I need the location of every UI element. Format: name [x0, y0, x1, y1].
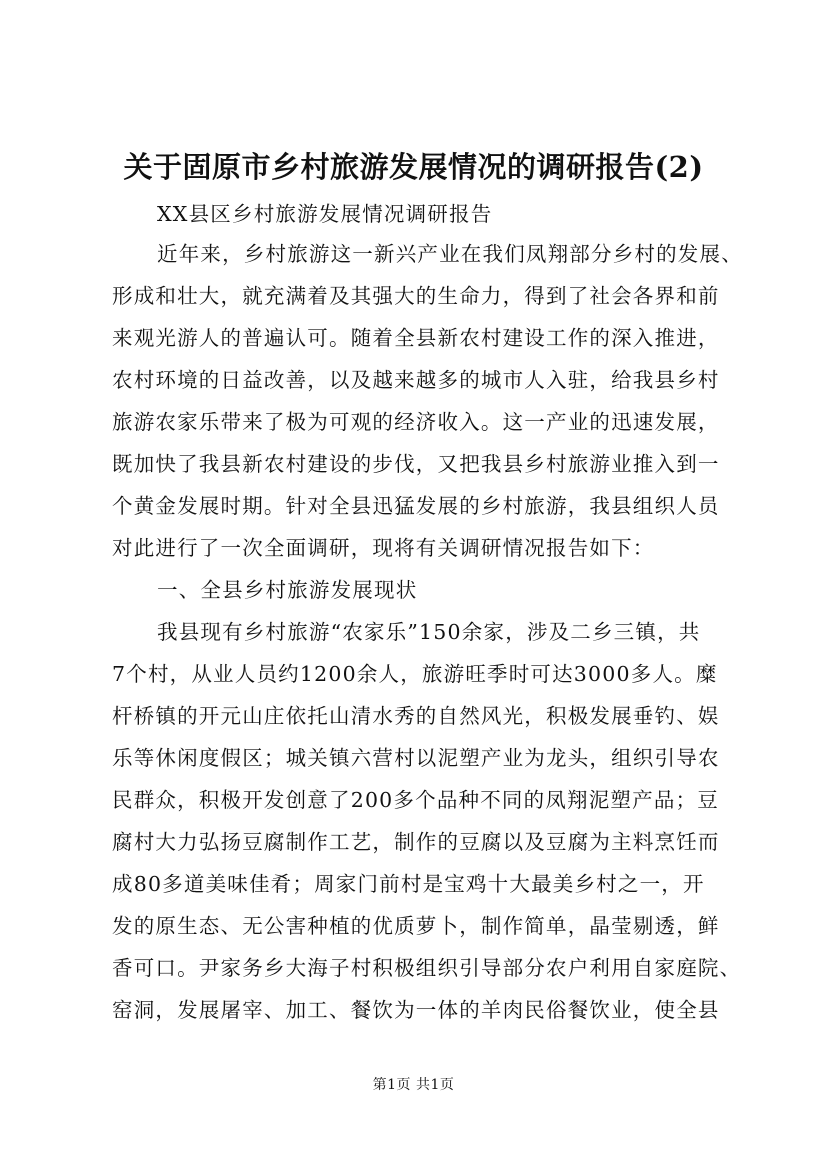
paragraph-line: 民群众，积极开发创意了200多个品种不同的凤翔泥塑产品；豆	[112, 788, 719, 812]
paragraph-line: 7个村，从业人员约1200余人，旅游旺季时可达3000多人。糜	[112, 662, 718, 686]
paragraph-line: 形成和壮大，就充满着及其强大的生命力，得到了社会各界和前	[112, 284, 720, 308]
paragraph-line: 成80多道美味佳肴；周家门前村是宝鸡十大最美乡村之一，开	[112, 872, 705, 896]
page-footer: 第1页 共1页	[372, 1077, 455, 1093]
paragraph-line: 农村环境的日益改善，以及越来越多的城市人入驻，给我县乡村	[112, 368, 720, 392]
paragraph-line: 发的原生态、无公害种植的优质萝卜，制作简单，晶莹剔透，鲜	[112, 914, 720, 938]
section-heading: 一、全县乡村旅游发展现状	[157, 578, 418, 602]
paragraph-line: 个黄金发展时期。针对全县迅猛发展的乡村旅游，我县组织人员	[112, 494, 720, 518]
paragraph-line: 窑洞，发展屠宰、加工、餐饮为一体的羊肉民俗餐饮业，使全县	[112, 998, 720, 1022]
paragraph-line: 我县现有乡村旅游“农家乐”150余家，涉及二乡三镇，共	[157, 620, 701, 644]
paragraph-line: 杆桥镇的开元山庄依托山清水秀的自然风光，积极发展垂钓、娱	[112, 704, 720, 728]
paragraph-line: 近年来，乡村旅游这一新兴产业在我们凤翔部分乡村的发展、	[157, 242, 743, 266]
paragraph-line: 乐等休闲度假区；城关镇六营村以泥塑产业为龙头，组织引导农	[112, 746, 720, 770]
paragraph-line: 腐村大力弘扬豆腐制作工艺，制作的豆腐以及豆腐为主料烹饪而	[112, 830, 720, 854]
paragraph-line: 既加快了我县新农村建设的步伐，又把我县乡村旅游业推入到一	[112, 452, 720, 476]
paragraph-line: 来观光游人的普遍认可。随着全县新农村建设工作的深入推进，	[112, 326, 720, 350]
paragraph-line: 对此进行了一次全面调研，现将有关调研情况报告如下：	[112, 536, 655, 560]
paragraph-line: 旅游农家乐带来了极为可观的经济收入。这一产业的迅速发展，	[112, 410, 720, 434]
document-title: 关于固原市乡村旅游发展情况的调研报告(2)	[123, 150, 704, 184]
document-subtitle: XX县区乡村旅游发展情况调研报告	[157, 202, 493, 226]
paragraph-line: 香可口。尹家务乡大海子村积极组织引导部分农户利用自家庭院、	[112, 956, 742, 980]
